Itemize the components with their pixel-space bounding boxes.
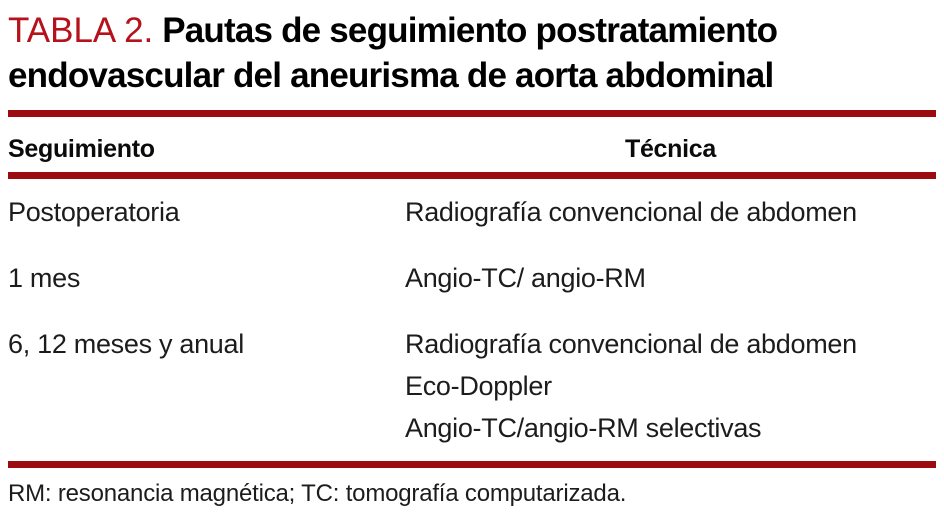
header-rule: [8, 172, 936, 179]
column-header-seguimiento: Seguimiento: [8, 135, 155, 163]
seguimiento-cell: 1 mes: [8, 263, 81, 293]
tecnica-cell: [405, 191, 936, 233]
tecnica-line: Radiografía convencional de abdomen: [405, 329, 857, 359]
caption-line-1: Pautas de seguimiento postratamiento: [162, 11, 778, 50]
table-footnote: RM: resonancia magnética; TC: tomografía computarizada.: [8, 480, 627, 507]
table-row: [8, 179, 936, 245]
table-row: [8, 245, 936, 311]
table-caption: [8, 8, 936, 98]
table-number-label: TABLA 2.: [8, 11, 154, 50]
bottom-rule: [8, 461, 936, 468]
column-header-tecnica: Técnica: [624, 135, 716, 163]
table-row: [8, 311, 936, 461]
tecnica-line: Eco-Doppler: [405, 371, 552, 401]
seguimiento-cell: 6, 12 meses y anual: [8, 329, 244, 359]
tecnica-line: Angio-TC/ angio-RM: [405, 263, 646, 293]
table-figure: [0, 8, 944, 524]
seguimiento-cell: Postoperatoria: [8, 197, 180, 227]
table-body: [8, 179, 936, 461]
top-rule: [8, 110, 936, 117]
tecnica-line: Angio-TC/angio-RM selectivas: [405, 413, 762, 443]
caption-line-2: endovascular del aneurisma de aorta abdominal: [8, 56, 774, 95]
tecnica-cell: [405, 323, 936, 449]
tecnica-line: Radiografía convencional de abdomen: [405, 197, 857, 227]
tecnica-cell: [405, 257, 936, 299]
table-header-row: [8, 117, 936, 172]
